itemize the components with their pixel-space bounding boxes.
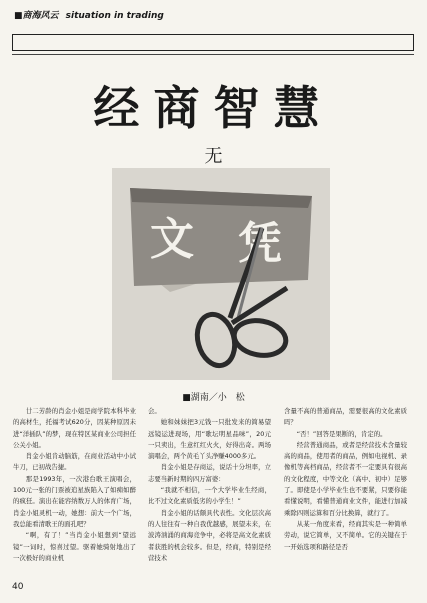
header-box [12, 34, 414, 51]
text-column-2 [148, 406, 271, 564]
paragraph: 会。 [148, 407, 161, 415]
illus-char-1: 文 [150, 214, 194, 265]
paragraph: 她和妹妹把3元钱一只批发来的简易望远镜运进现场，用“歌坛明星品味”，20元一只卖出，生意红红火火，好得出奇。两场演唱会，两个黄毛丫头净赚4000多元。 [148, 418, 271, 461]
illus-char-2: 凭 [238, 218, 282, 269]
article-subtitle: 无 [204, 146, 223, 167]
paragraph: 肖金小姐的话颇具代表性。文化层次高的人往往有一种自我优越感，展望未来，在波涛汹涌的商海竞争中，必将是高文化素质者获胜的机会较多。但是，经商，特别是经营技术 [148, 508, 271, 562]
paragraph: “我就不相信，一个大学毕业生经商，比不过文化素质低劣的小学生！” [148, 486, 271, 506]
paragraph: “啊，有了！”当肖金小姐想到“望远镜”一词时，惊喜过望。驱着她骑射地出了一次极好的商业机 [13, 531, 136, 562]
header-rule [12, 54, 414, 55]
paragraph: 从某一角度来看，经商其实是一种简单劳动，说它简单，又不简单。它的关键在于一开始选项和路径是否 [284, 519, 407, 551]
section-header [14, 8, 164, 21]
byline: ■湖南／小 松 [182, 393, 245, 403]
section-name-en: situation in trading [65, 11, 164, 21]
page-number: 40 [12, 582, 24, 592]
article-title: 经商智慧 [93, 81, 334, 135]
paragraph: 含量不高的普通商品，需要很高的文化素质吗？ [284, 407, 407, 427]
paragraph: 肖金小姐肯动脑筋，在商业活动中小试牛刀，已初战告捷。 [13, 452, 136, 472]
paragraph: 经营普通商品，或者是经营技术含量较高的商品，使用者的商品，例如电视机、录像机等高档商品，经营者不一定要具有很高的文化程度，中等文化（高中、初中）足够了。即使是小学毕业生也不要紧，只要你能看懂说明，看懂普通商业文件，能进行加减乘除四则运算和百分比换算，就行了。 [284, 440, 407, 517]
text-column-3 [284, 406, 407, 553]
section-name: ■商海风云 [14, 11, 59, 21]
scissors-diploma-illustration [112, 168, 330, 380]
paragraph: 廿二芳龄的肖金小姐是商学院本科毕业的高材生，托福考试620分，因某种原因未进“洋插队”的梦，现在特区某商业公司担任公关小姐。 [13, 407, 136, 449]
text-column-1 [13, 406, 136, 564]
paragraph: 肖金小姐是存商运，说话十分坦率，立志要当新时期的四万富婆： [148, 463, 271, 483]
paragraph: “否！”回答是果断的，肯定的。 [296, 429, 387, 438]
paragraph: 那是1993年，一次港台歌王演唱会，100元一张的门票被追星族陷入了如痴如醉的疯狂。演出在能容纳数万人的体育广场，肖金小姐灵机一动，她想：前大一个广场，我总能看清歌王的面孔吧？ [13, 474, 136, 528]
